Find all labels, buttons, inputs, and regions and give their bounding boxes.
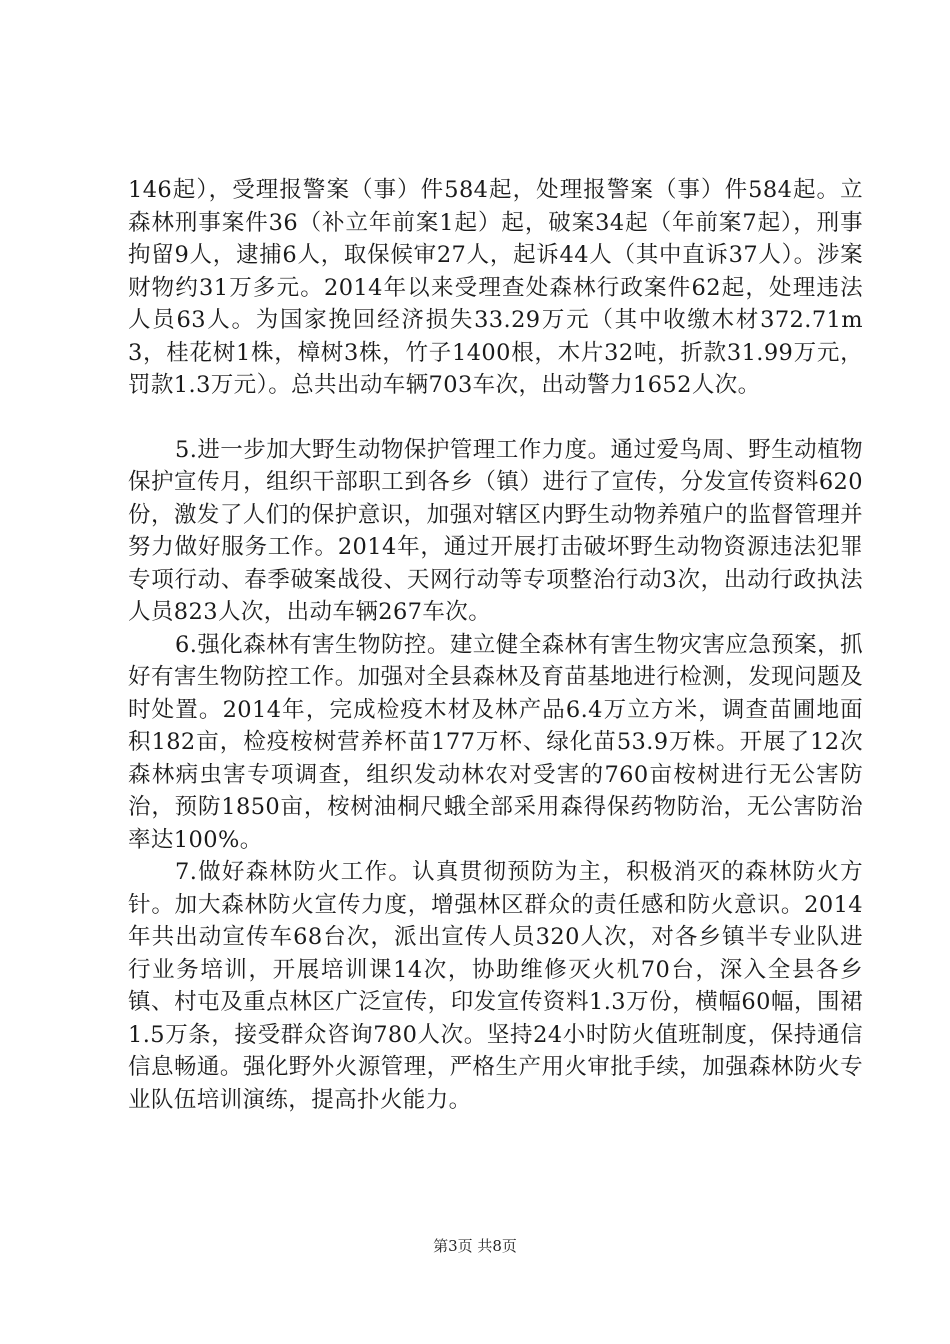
page-number-footer: 第3页 共8页 <box>433 1237 517 1255</box>
paragraph-pest-control: 6.强化森林有害生物防控。建立健全森林有害生物灾害应急预案，抓好有害生物防控工作。加强对全县森林及育苗基地进行检测，发现问题及时处置。2014年，完成检疫木材及林产品6.4万立方米，调查苗圃地面积182亩，检疫桉树营养杯苗177万杯、绿化苗53.9万株。开展了12次森林病虫害专项调查，组织发动林农对受害的760亩桉树进行无公害防治，预防1850亩，桉树油桐尺蛾全部采用森得保药物防治，无公害防治率达100%。 <box>128 631 863 853</box>
document-body <box>128 174 863 1116</box>
paragraph-case-statistics: 146起），受理报警案（事）件584起，处理报警案（事）件584起。立森林刑事案件36（补立年前案1起）起，破案34起（年前案7起），刑事拘留9人，逮捕6人，取保候审27人，起诉44人（其中直诉37人）。涉案财物约31万多元。2014年以来受理查处森林行政案件62起，处理违法人员63人。为国家挽回经济损失33.29万元（其中收缴木材372.71m3，桂花树1株，樟树3株，竹子1400根，木片32吨，折款31.99万元，罚款1.3万元）。总共出动车辆703车次，出动警力1652人次。 <box>128 177 863 398</box>
paragraph-fire-prevention: 7.做好森林防火工作。认真贯彻预防为主，积极消灭的森林防火方针。加大森林防火宣传力度，增强林区群众的责任感和防火意识。2014年共出动宣传车68台次，派出宣传人员320人次，对各乡镇半专业队进行业务培训，开展培训课14次，协助维修灭火机70台，深入全县各乡镇、村屯及重点林区广泛宣传，印发宣传资料1.3万份，横幅60幅，围裙1.5万条，接受群众咨询780人次。坚持24小时防火值班制度，保持通信信息畅通。强化野外火源管理，严格生产用火审批手续，加强森林防火专业队伍培训演练，提高扑火能力。 <box>128 859 863 1113</box>
paragraph-wildlife-protection: 5.进一步加大野生动物保护管理工作力度。通过爱鸟周、野生动植物保护宣传月，组织干部职工到各乡（镇）进行了宣传，分发宣传资料620份，激发了人们的保护意识，加强对辖区内野生动物养殖户的监督管理并努力做好服务工作。2014年，通过开展打击破坏野生动物资源违法犯罪专项行动、春季破案战役、天网行动等专项整治行动3次，出动行政执法人员823人次，出动车辆267车次。 <box>128 436 863 625</box>
